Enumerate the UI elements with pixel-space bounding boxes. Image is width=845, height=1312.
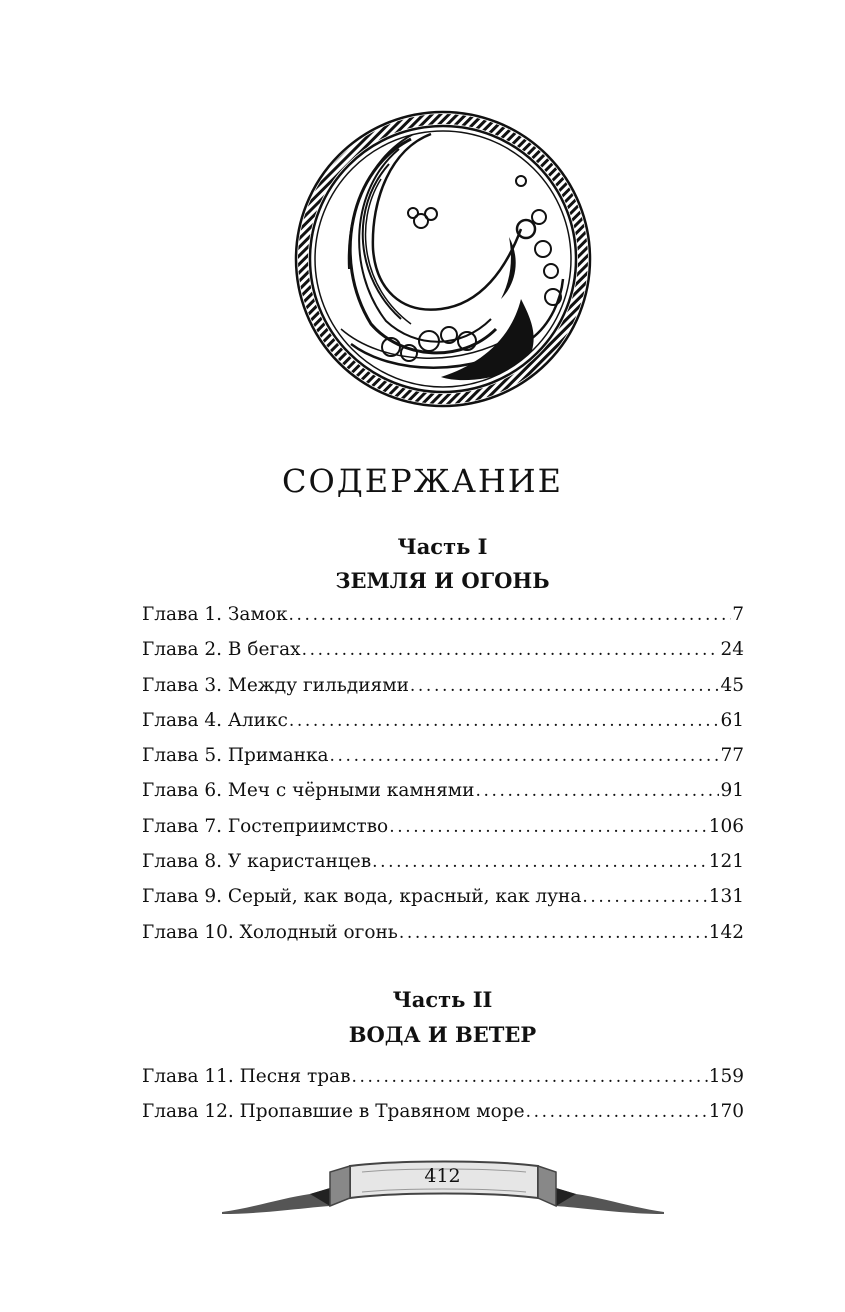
toc-list-part-1 bbox=[142, 604, 744, 957]
chapter-title: Глава 5. Приманка bbox=[142, 745, 329, 767]
chapter-page: 142 bbox=[708, 921, 744, 943]
toc-entry bbox=[142, 675, 744, 710]
chapter-title: Глава 7. Гостеприимство bbox=[142, 815, 389, 837]
chapter-title: Глава 2. В бегах bbox=[142, 639, 301, 661]
chapter-page: 121 bbox=[708, 851, 744, 873]
chapter-page: 61 bbox=[720, 709, 744, 731]
toc-entry bbox=[142, 745, 744, 780]
toc-entry bbox=[142, 780, 744, 815]
dot-leader bbox=[476, 781, 720, 801]
dot-leader bbox=[526, 1102, 708, 1122]
toc-entry bbox=[142, 710, 744, 745]
toc-entry bbox=[142, 1101, 744, 1136]
part-title: ВОДА И ВЕТЕР bbox=[348, 1022, 537, 1047]
dot-leader bbox=[582, 887, 707, 907]
toc-entry bbox=[142, 1066, 744, 1101]
toc-entry bbox=[142, 886, 744, 921]
page-title: СОДЕРЖАНИЕ bbox=[282, 462, 563, 500]
dot-leader bbox=[410, 676, 720, 696]
part-title: ЗЕМЛЯ И ОГОНЬ bbox=[335, 568, 550, 593]
chapter-page: 91 bbox=[720, 780, 744, 802]
chapter-title: Глава 6. Меч с чёрными камнями bbox=[142, 780, 475, 802]
chapter-title: Глава 9. Серый, как вода, красный, как луна bbox=[142, 886, 582, 908]
dot-leader bbox=[330, 746, 720, 766]
chapter-title: Глава 10. Холодный огонь bbox=[142, 921, 398, 943]
chapter-page: 24 bbox=[720, 639, 744, 661]
dot-leader bbox=[389, 817, 707, 837]
toc-entry bbox=[142, 922, 744, 957]
chapter-page: 106 bbox=[708, 815, 744, 837]
dot-leader bbox=[289, 605, 732, 625]
chapter-page: 7 bbox=[732, 604, 744, 625]
chapter-page: 159 bbox=[708, 1066, 744, 1087]
chapter-title: Глава 4. Аликс bbox=[142, 709, 288, 731]
chapter-title: Глава 8. У каристанцев bbox=[142, 851, 372, 873]
chapter-page: 77 bbox=[720, 745, 744, 767]
page-number: 412 bbox=[424, 1165, 461, 1187]
dot-leader bbox=[399, 923, 708, 943]
toc-entry bbox=[142, 816, 744, 851]
part-label: Часть I bbox=[397, 534, 488, 559]
chapter-title: Глава 3. Между гильдиями bbox=[142, 674, 409, 696]
chapter-title: Глава 11. Песня трав bbox=[142, 1066, 351, 1087]
part-label: Часть II bbox=[392, 987, 493, 1012]
toc-list-part-2 bbox=[142, 1066, 744, 1137]
chapter-title: Глава 12. Пропавшие в Травяном море bbox=[142, 1101, 525, 1123]
chapter-page: 170 bbox=[708, 1101, 744, 1123]
dot-leader bbox=[302, 640, 720, 660]
wave-emblem-icon bbox=[291, 109, 595, 409]
toc-entry bbox=[142, 639, 744, 674]
toc-entry bbox=[142, 604, 744, 639]
chapter-title: Глава 1. Замок bbox=[142, 604, 288, 625]
chapter-page: 131 bbox=[708, 886, 744, 908]
toc-entry bbox=[142, 851, 744, 886]
dot-leader bbox=[372, 852, 708, 872]
chapter-page: 45 bbox=[720, 674, 744, 696]
dot-leader bbox=[289, 711, 720, 731]
dot-leader bbox=[352, 1067, 708, 1087]
